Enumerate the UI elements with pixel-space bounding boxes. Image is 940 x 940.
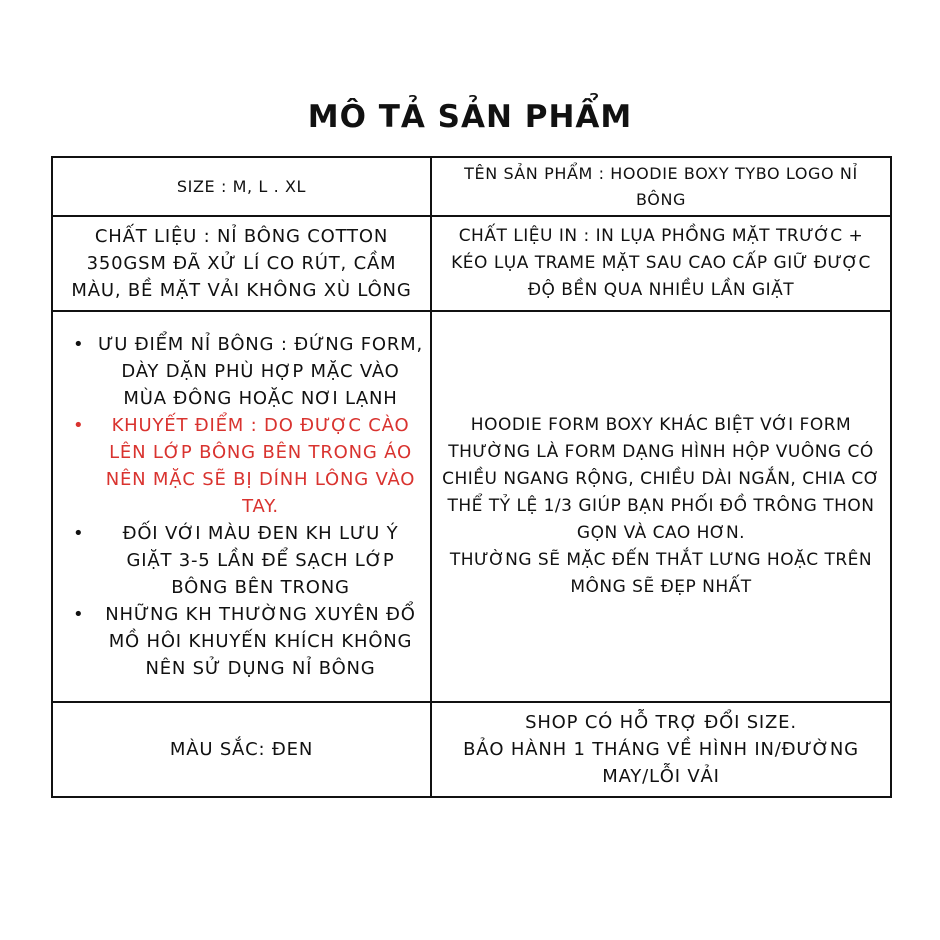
table-row — [52, 157, 891, 216]
page-title: MÔ TẢ SẢN PHẨM — [307, 99, 633, 135]
note-sweat: • NHỮNG KH THƯỜNG XUYÊN ĐỔ MỒ HÔI KHUYẾN KHÍCH KHÔNG NÊN SỬ DỤNG NỈ BÔNG — [71, 601, 424, 682]
support-text: SHOP CÓ HỖ TRỢ ĐỔI SIZE. — [525, 712, 797, 733]
wear-note: THƯỜNG SẼ MẶC ĐẾN THẮT LƯNG HOẶC TRÊN MÔNG SẼ ĐẸP NHẤT — [449, 550, 873, 597]
note-pros: • ƯU ĐIỂM NỈ BÔNG : ĐỨNG FORM, DÀY DẶN PHÙ HỢP MẶC VÀO MÙA ĐÔNG HOẶC NƠI LẠNH — [71, 331, 424, 412]
product-name-cell: TÊN SẢN PHẨM : HOODIE BOXY TYBO LOGO NỈ BÔNG — [431, 157, 891, 216]
notes-cell — [52, 311, 431, 702]
notes-list — [59, 331, 424, 682]
table-row — [52, 216, 891, 311]
form-description: HOODIE FORM BOXY KHÁC BIỆT VỚI FORM THƯỜNG LÀ FORM DẠNG HÌNH HỘP VUÔNG CÓ CHIỀU NGANG RỘNG, CHIỀU DÀI NGẮN, CHIA CƠ THỂ TỶ LỆ 1/3 GIÚP BẠN PHỐI ĐỒ TRÔNG THON GỌN VÀ CAO HƠN. — [442, 415, 880, 543]
support-cell — [431, 702, 891, 797]
color-cell: MÀU SẮC: ĐEN — [52, 702, 431, 797]
table-row — [52, 311, 891, 702]
size-cell: SIZE : M, L . XL — [52, 157, 431, 216]
warranty-text: BẢO HÀNH 1 THÁNG VỀ HÌNH IN/ĐƯỜNG MAY/LỖI VẢI — [463, 739, 859, 787]
product-description-table — [51, 156, 892, 798]
material-cell: CHẤT LIỆU : NỈ BÔNG COTTON 350GSM ĐÃ XỬ LÍ CO RÚT, CẦM MÀU, BỀ MẶT VẢI KHÔNG XÙ LÔNG — [52, 216, 431, 311]
print-material-cell: CHẤT LIỆU IN : IN LỤA PHỒNG MẶT TRƯỚC + KÉO LỤA TRAME MẶT SAU CAO CẤP GIỮ ĐƯỢC ĐỘ BỀN QUA NHIỀU LẦN GIẶT — [431, 216, 891, 311]
table-row — [52, 702, 891, 797]
form-description-cell — [431, 311, 891, 702]
note-black-wash: • ĐỐI VỚI MÀU ĐEN KH LƯU Ý GIẶT 3-5 LẦN ĐỂ SẠCH LỚP BÔNG BÊN TRONG — [71, 520, 424, 601]
note-cons: • KHUYẾT ĐIỂM : DO ĐƯỢC CÀO LÊN LỚP BÔNG BÊN TRONG ÁO NÊN MẶC SẼ BỊ DÍNH LÔNG VÀO TAY. — [71, 412, 424, 520]
